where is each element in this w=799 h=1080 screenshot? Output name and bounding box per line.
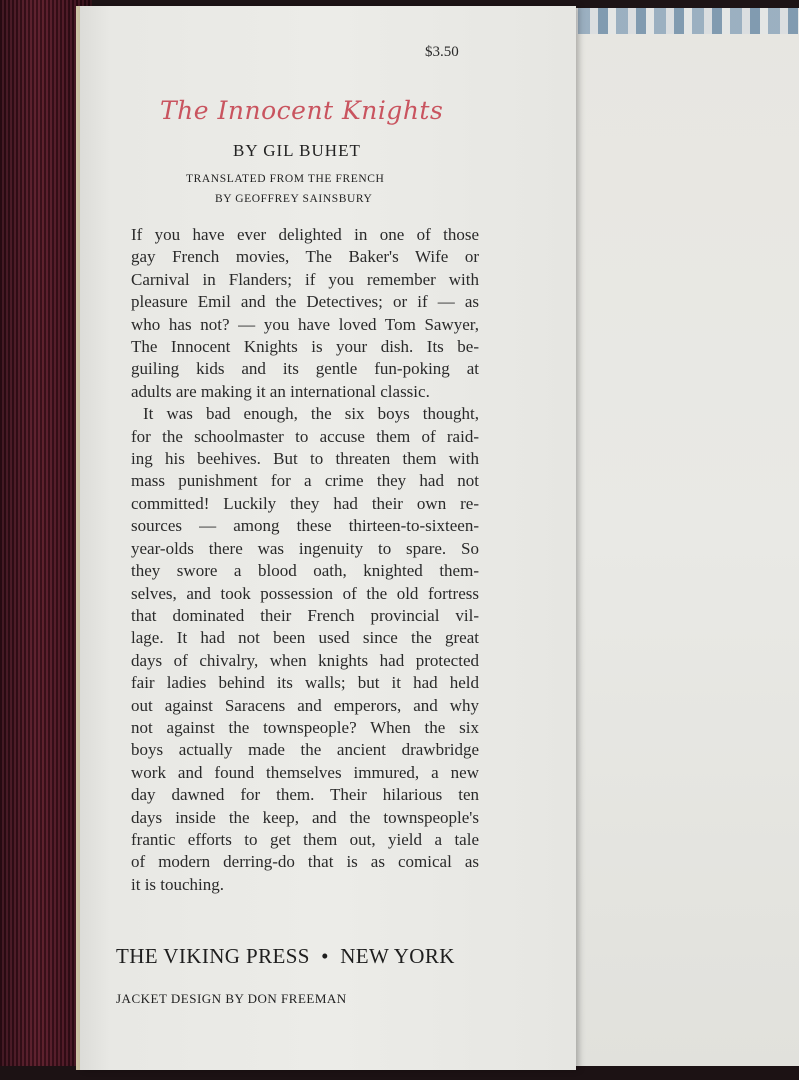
blurb-line: out against Saracens and emperors, and why <box>131 695 479 715</box>
blurb-line: boys actually made the ancient drawbridge <box>131 740 479 760</box>
blurb-line: selves, and took possession of the old fortress <box>131 583 479 603</box>
author-line: BY GIL BUHET <box>233 141 361 160</box>
blurb-line: it is touching. <box>131 874 225 894</box>
blurb-line: sources — among these thirteen-to-sixteen- <box>131 516 479 536</box>
translator-line: BY GEOFFREY SAINSBURY <box>215 193 373 205</box>
book-title: The Innocent Knights <box>160 96 444 125</box>
blurb-line: It was bad enough, the six boys thought, <box>143 404 479 424</box>
blurb-line: who has not? — you have loved Tom Sawyer, <box>131 314 479 334</box>
blurb-line: they swore a blood oath, knighted them- <box>131 561 479 581</box>
price-label: $3.50 <box>425 44 459 60</box>
blurb-line: pleasure Emil and the Detectives; or if — as <box>131 292 479 312</box>
blurb-line: committed! Luckily they had their own re- <box>131 493 479 513</box>
endpaper <box>540 8 799 1070</box>
blurb-line: mass punishment for a crime they had not <box>131 471 479 491</box>
blurb-line: ing his beehives. But to threaten them with <box>131 449 479 469</box>
blurb-line: not against the townspeople? When the six <box>131 717 479 737</box>
blurb-line: days inside the keep, and the townspeople's <box>131 807 479 827</box>
blurb-line: adults are making it an international classic. <box>131 381 430 401</box>
blurb-line: fair ladies behind its walls; but it had held <box>131 673 479 693</box>
blurb-line: year-olds there was ingenuity to spare. So <box>131 538 479 558</box>
blurb-line: days of chivalry, when knights had protected <box>131 650 479 670</box>
blurb-line: lage. It had not been used since the great <box>131 628 479 648</box>
blurb-line: Carnival in Flanders; if you remember with <box>131 269 479 289</box>
blurb-text <box>131 224 479 896</box>
blurb-line: gay French movies, The Baker's Wife or <box>131 247 479 267</box>
blurb-line: frantic efforts to get them out, yield a tale <box>131 829 479 849</box>
blurb-line: work and found themselves immured, a new <box>131 762 479 782</box>
publisher-line: THE VIKING PRESS • NEW YORK <box>116 944 455 968</box>
blurb-line: that dominated their French provincial vil- <box>131 605 479 625</box>
blurb-line: for the schoolmaster to accuse them of raid- <box>131 426 479 446</box>
blurb-line: guiling kids and its gentle fun-poking at <box>131 359 479 379</box>
blurb-line: day dawned for them. Their hilarious ten <box>131 785 479 805</box>
jacket-design-credit: JACKET DESIGN BY DON FREEMAN <box>116 991 347 1006</box>
blurb-line: The Innocent Knights is your dish. Its be- <box>131 337 479 357</box>
translated-line: TRANSLATED FROM THE FRENCH <box>186 173 385 185</box>
blurb-line: of modern derring-do that is as comical as <box>131 852 479 872</box>
endpaper-pattern-strip <box>540 8 799 34</box>
blurb-line: If you have ever delighted in one of those <box>131 225 479 244</box>
